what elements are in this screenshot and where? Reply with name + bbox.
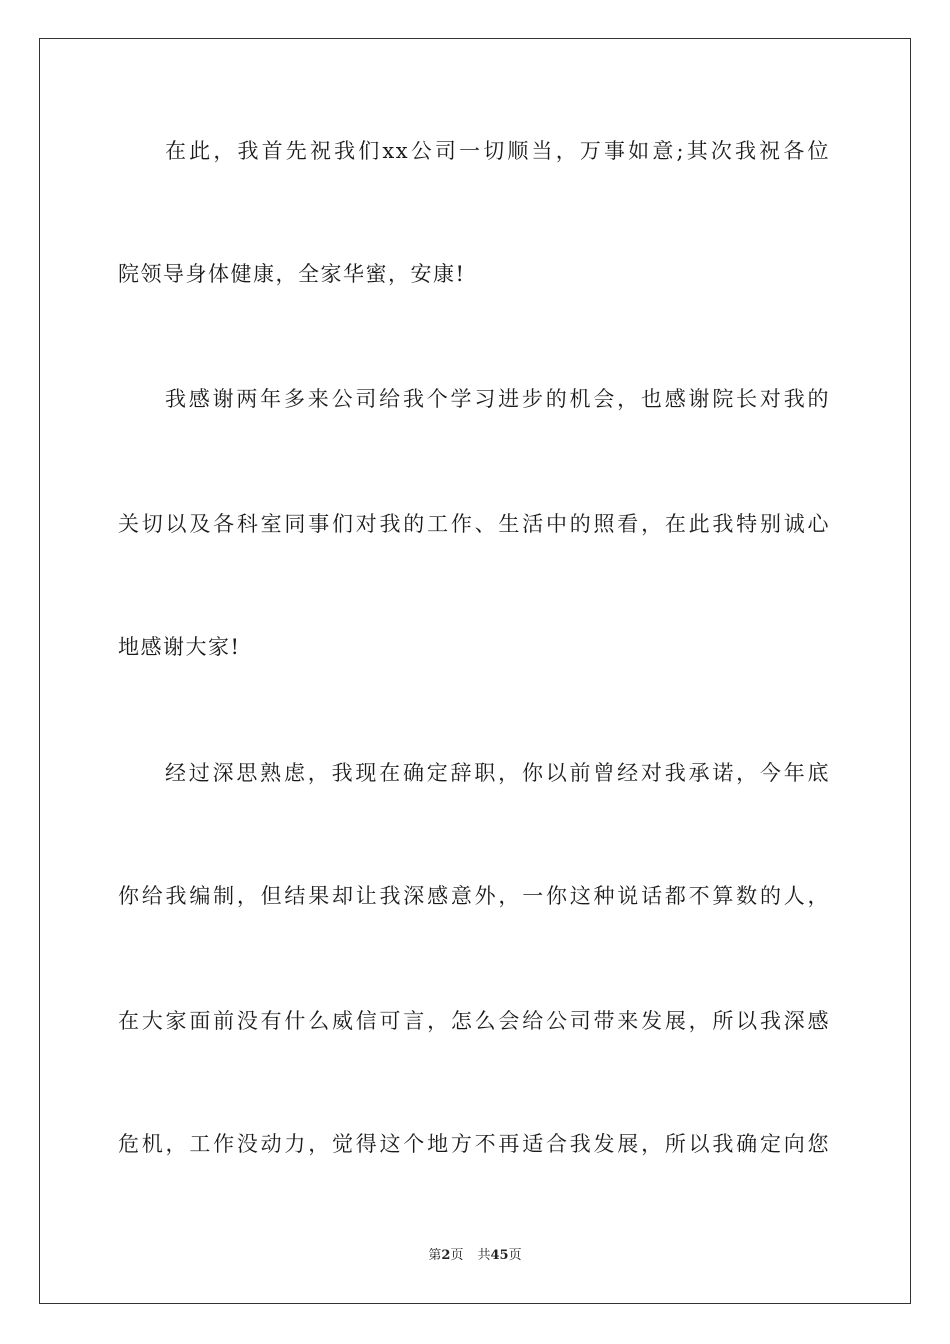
paragraph-2-line-3: 地感谢大家! bbox=[118, 635, 241, 659]
paragraph-3-line-4: 危机，工作没动力，觉得这个地方不再适合我发展，所以我确定向您 bbox=[118, 1132, 830, 1156]
page-prefix: 第 bbox=[428, 1248, 442, 1263]
paragraph-3-line-1: 经过深思熟虑，我现在确定辞职，你以前曾经对我承诺，今年底 bbox=[165, 761, 830, 785]
total-pages: 45 bbox=[490, 1248, 509, 1263]
page-number: 2 bbox=[441, 1248, 451, 1263]
page-border bbox=[39, 38, 911, 1304]
paragraph-3-line-3: 在大家面前没有什么威信可言，怎么会给公司带来发展，所以我深感 bbox=[118, 1009, 830, 1033]
total-suffix: 页 bbox=[508, 1248, 522, 1263]
page-footer bbox=[0, 1246, 950, 1266]
paragraph-2-line-2: 关切以及各科室同事们对我的工作、生活中的照看，在此我特别诚心 bbox=[118, 512, 830, 536]
paragraph-2-line-1: 我感谢两年多来公司给我个学习进步的机会，也感谢院长对我的 bbox=[165, 387, 830, 411]
page-suffix: 页 bbox=[450, 1248, 464, 1263]
paragraph-1-line-1: 在此，我首先祝我们xx公司一切顺当，万事如意;其次我祝各位 bbox=[165, 139, 830, 163]
paragraph-1-line-2: 院领导身体健康，全家华蜜，安康! bbox=[118, 262, 466, 286]
paragraph-3-line-2: 你给我编制，但结果却让我深感意外，一你这种说话都不算数的人， bbox=[118, 884, 830, 908]
total-prefix: 共 bbox=[477, 1248, 491, 1263]
